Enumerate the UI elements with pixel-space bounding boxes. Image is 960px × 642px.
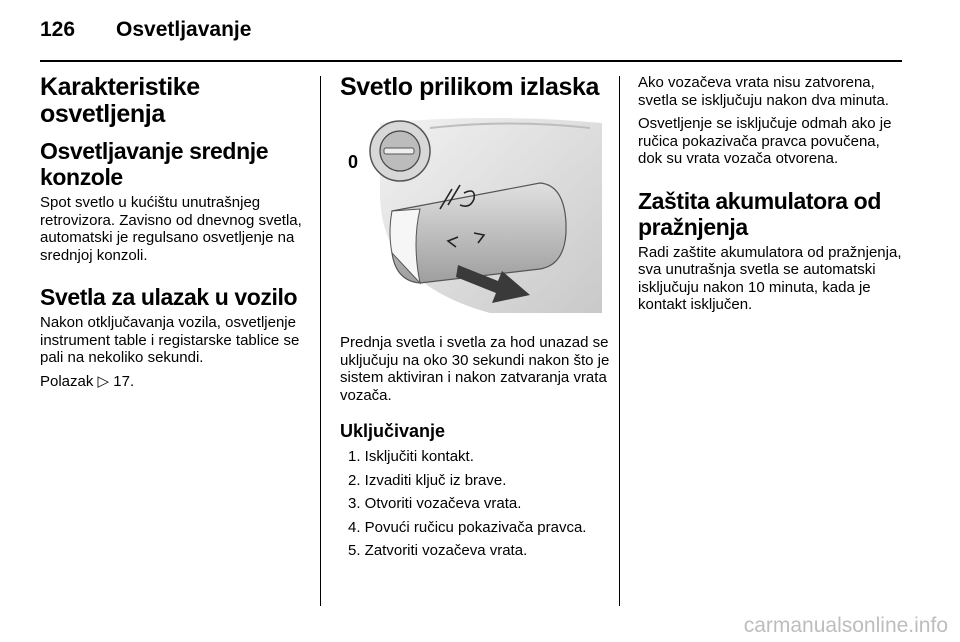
figure-label-0: 0 xyxy=(348,152,359,172)
activation-subheading: Uključivanje xyxy=(340,421,446,441)
step-item: 1. Isključiti kontakt. xyxy=(348,448,474,465)
column-1 xyxy=(40,74,310,390)
activation-steps xyxy=(340,448,610,560)
exit-lighting-description: Prednja svetla i svetla za hod unazad se uključuju na oko 30 sekundi nakon što je sistem aktiviran i nakon zatvaranja vrata vozača. xyxy=(340,334,610,404)
page-reference-icon: ▷ xyxy=(97,372,110,390)
battery-protection-heading: Zaštita akumulatora od pražnjenja xyxy=(638,187,881,240)
cross-reference-page: 17. xyxy=(113,372,135,390)
step-item: 5. Zatvoriti vozačeva vrata. xyxy=(348,542,528,559)
main-heading: Karakteristike osvetljenja xyxy=(40,73,200,128)
section-title-console-lighting: Osvetljavanje srednje konzole xyxy=(40,138,269,190)
step-item: 3. Otvoriti vozačeva vrata. xyxy=(348,495,522,512)
indicator-stalk-illustration xyxy=(340,113,602,313)
section-title-entry-lights: Svetla za ulazak u vozilo xyxy=(40,284,298,310)
step-item: 4. Povući ručicu pokazivača pravca. xyxy=(348,518,587,536)
column-divider-1 xyxy=(320,76,321,606)
column-2 xyxy=(340,74,610,560)
site-watermark: carmanualsonline.info xyxy=(743,614,948,637)
column-divider-2 xyxy=(619,76,620,606)
header-rule xyxy=(40,60,902,62)
section-text-console-lighting: Spot svetlo u kućištu unutrašnjeg retrovizora. Zavisno od dnevnog svetla, automatski je regulsano osvetljenje na srednjoj konzoli. xyxy=(40,194,302,264)
battery-protection-text: Radi zaštite akumulatora od pražnjenja, sva unutrašnja svetla se automatski isključuju nakon 10 minuta, kada je kontakt isključen. xyxy=(638,243,902,313)
column-3 xyxy=(638,74,908,314)
door-open-paragraph: Ako vozačeva vrata nisu zatvorena, svetla se isključuju nakon dva minuta. xyxy=(638,74,889,109)
running-title: Osvetljavanje xyxy=(116,18,252,41)
stalk-pulled-paragraph: Osvetljenje se isključuje odmah ako je ručica pokazivača pravca povučena, dok su vrata vozača otvorena. xyxy=(638,115,892,167)
cross-reference-label: Polazak xyxy=(40,372,94,390)
section-text-entry-lights: Nakon otključavanja vozila, osvetljenje instrument table i registarske tablice se pali na nekoliko sekundi. xyxy=(40,314,300,366)
page-number: 126 xyxy=(40,18,76,41)
step-item: 2. Izvaditi ključ iz brave. xyxy=(348,471,507,489)
cross-reference[interactable] xyxy=(40,373,310,391)
exit-lighting-heading: Svetlo prilikom izlaska xyxy=(340,73,599,101)
